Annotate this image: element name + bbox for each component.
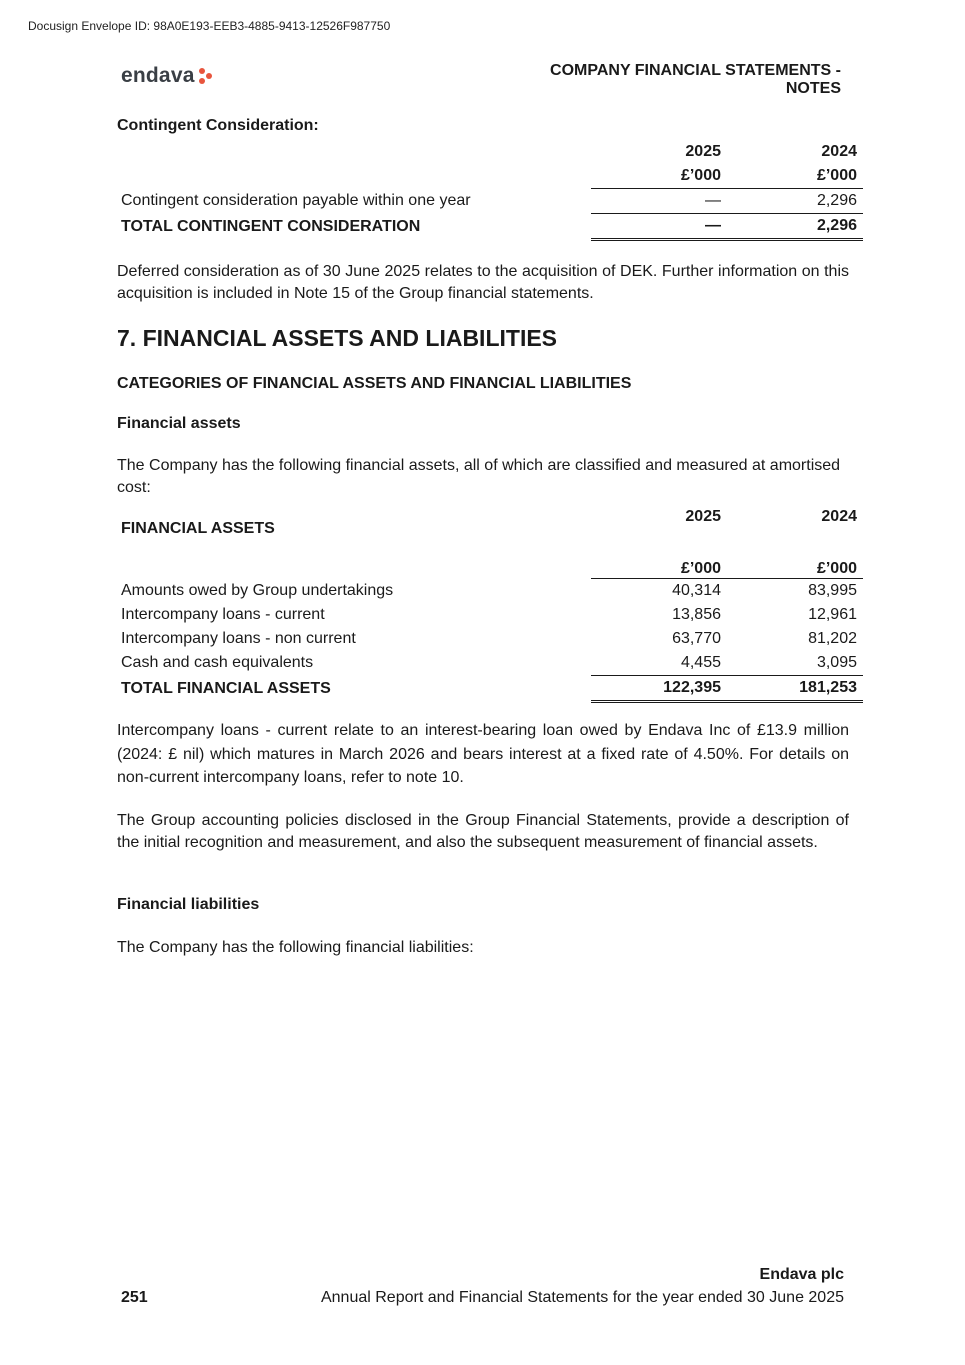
financial-assets-table — [117, 508, 863, 703]
unit-header-row — [117, 164, 863, 189]
table-row: Contingent consideration payable within one year — 2,296 — [117, 189, 863, 214]
page-header-title: COMPANY FINANCIAL STATEMENTS - NOTES — [550, 62, 841, 97]
table-row: Intercompany loans - current 13,856 12,961 — [121, 606, 857, 623]
year-2024: 2024 — [821, 143, 857, 160]
year-header-row — [117, 508, 863, 538]
year-2025: 2025 — [685, 508, 721, 525]
unit-2025: £’000 — [680, 167, 721, 184]
financial-assets-intro: The Company has the following financial assets, all of which are classified and measured at amortised cost: — [117, 457, 841, 496]
financial-assets-heading: Financial assets — [117, 415, 241, 432]
table-row: Intercompany loans - non current 63,770 81,202 — [121, 630, 857, 647]
financial-liabilities-heading: Financial liabilities — [117, 896, 260, 913]
table-row: Cash and cash equivalents 4,455 3,095 — [121, 654, 857, 672]
unit-2024: £’000 — [816, 167, 857, 184]
endava-mark-icon — [198, 67, 214, 85]
section-subtitle: CATEGORIES OF FINANCIAL ASSETS AND FINANCIAL LIABILITIES — [117, 375, 632, 392]
year-2025: 2025 — [685, 143, 721, 160]
footer-report-title: Annual Report and Financial Statements for the year ended 30 June 2025 — [320, 1289, 844, 1306]
company-logo — [121, 64, 214, 88]
unit-2025: £’000 — [680, 560, 721, 577]
year-2024: 2024 — [821, 508, 857, 525]
unit-2024: £’000 — [816, 560, 857, 577]
total-row: TOTAL CONTINGENT CONSIDERATION — 2,296 — [117, 214, 863, 240]
financial-assets-note-2: The Group accounting policies disclosed in the Group Financial Statements, provide a description of the initial recognition and measurement, and also the subsequent measurement of financial assets. — [117, 812, 849, 851]
year-header-row — [117, 140, 863, 164]
unit-header-row — [117, 538, 863, 579]
section-title: 7. FINANCIAL ASSETS AND LIABILITIES — [117, 325, 558, 351]
table-label: FINANCIAL ASSETS — [121, 520, 275, 537]
table-row: Amounts owed by Group undertakings 40,314 83,995 — [117, 579, 863, 604]
contingent-heading: Contingent Consideration: — [117, 117, 319, 134]
envelope-id: Docusign Envelope ID: 98A0E193-EEB3-4885-9413-12526F987750 — [28, 19, 391, 33]
footer-company: Endava plc — [759, 1266, 844, 1283]
total-row: TOTAL FINANCIAL ASSETS 122,395 181,253 — [117, 676, 863, 702]
logo-text: endava — [121, 64, 195, 87]
contingent-note: Deferred consideration as of 30 June 2025 relates to the acquisition of DEK. Further information on this acquisition is included in Note 15 of the Group financial statements. — [117, 263, 849, 302]
financial-liabilities-intro: The Company has the following financial liabilities: — [117, 939, 474, 956]
financial-assets-note-1: Intercompany loans - current relate to an interest-bearing loan owed by Endava Inc of £13.9 million (2024: £ nil) which matures in March 2026 and bears interest at a fixed rate of 4.50%. For details on non-current intercompany loans, refer to note 10. — [117, 722, 849, 786]
contingent-table — [117, 140, 863, 241]
page-number: 251 — [121, 1289, 148, 1306]
